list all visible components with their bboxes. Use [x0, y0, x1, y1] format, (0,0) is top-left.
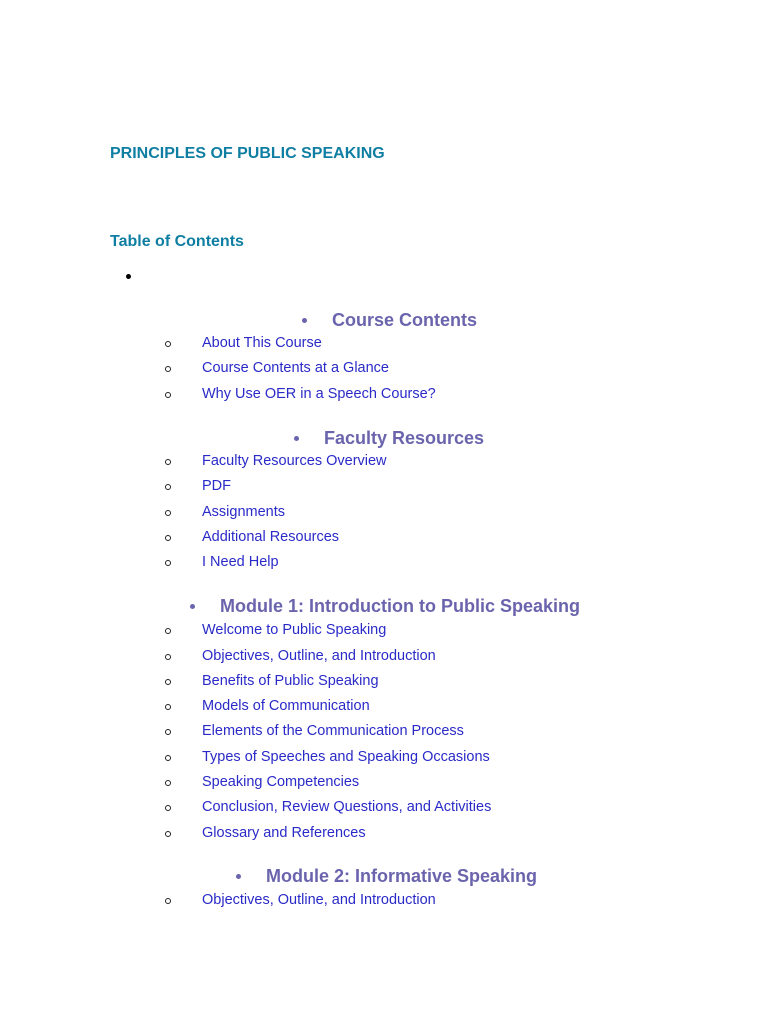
circle-bullet-icon	[165, 366, 171, 372]
list-item	[0, 748, 768, 768]
circle-bullet-icon	[165, 510, 171, 516]
bullet-icon	[302, 318, 307, 323]
toc-link[interactable]: Objectives, Outline, and Introduction	[202, 892, 436, 908]
toc-link[interactable]: Assignments	[202, 504, 286, 520]
list-item	[0, 697, 768, 717]
circle-bullet-icon	[165, 805, 171, 811]
circle-bullet-icon	[165, 679, 171, 685]
list-item	[0, 891, 768, 911]
toc-link[interactable]: Objectives, Outline, and Introduction	[202, 648, 436, 664]
toc-link[interactable]: Benefits of Public Speaking	[202, 673, 379, 689]
toc-section-course-contents	[0, 308, 768, 332]
bullet-icon	[236, 874, 241, 879]
toc-link[interactable]: Elements of the Communication Process	[202, 723, 464, 739]
toc-link[interactable]: I Need Help	[202, 554, 279, 570]
circle-bullet-icon	[165, 560, 171, 566]
toc-link[interactable]: Why Use OER in a Speech Course?	[202, 386, 436, 402]
circle-bullet-icon	[165, 459, 171, 465]
bullet-icon	[126, 274, 131, 279]
circle-bullet-icon	[165, 392, 171, 398]
list-item	[0, 385, 768, 405]
list-item	[0, 672, 768, 692]
circle-bullet-icon	[165, 704, 171, 710]
circle-bullet-icon	[165, 831, 171, 837]
list-item	[0, 773, 768, 793]
circle-bullet-icon	[165, 654, 171, 660]
toc-section-module-1	[0, 594, 768, 618]
list-item	[0, 528, 768, 548]
toc-link[interactable]: Speaking Competencies	[202, 774, 360, 790]
list-item	[0, 452, 768, 472]
bullet-icon	[294, 436, 299, 441]
circle-bullet-icon	[165, 755, 171, 761]
circle-bullet-icon	[165, 341, 171, 347]
toc-link[interactable]: Types of Speeches and Speaking Occasions	[202, 749, 490, 765]
section-title[interactable]: Module 1: Introduction to Public Speaking	[220, 596, 580, 616]
circle-bullet-icon	[165, 535, 171, 541]
toc-link[interactable]: Faculty Resources Overview	[202, 453, 387, 469]
circle-bullet-icon	[165, 628, 171, 634]
toc-link[interactable]: About This Course	[202, 335, 322, 351]
list-item	[0, 824, 768, 844]
list-item	[0, 647, 768, 667]
list-item	[0, 621, 768, 641]
section-title[interactable]: Module 2: Informative Speaking	[266, 866, 538, 886]
toc-link[interactable]: PDF	[202, 478, 231, 494]
toc-link[interactable]: Welcome to Public Speaking	[202, 622, 387, 638]
toc-section-module-2	[0, 864, 768, 888]
circle-bullet-icon	[165, 729, 171, 735]
list-item	[0, 553, 768, 573]
list-item	[0, 503, 768, 523]
circle-bullet-icon	[165, 484, 171, 490]
toc-link[interactable]: Course Contents at a Glance	[202, 360, 389, 376]
document-title: PRINCIPLES OF PUBLIC SPEAKING	[110, 145, 385, 162]
toc-link[interactable]: Glossary and References	[202, 825, 366, 841]
circle-bullet-icon	[165, 898, 171, 904]
toc-link[interactable]: Conclusion, Review Questions, and Activities	[202, 799, 492, 815]
list-item	[0, 359, 768, 379]
bullet-icon	[190, 604, 195, 609]
section-title[interactable]: Course Contents	[332, 310, 478, 330]
list-item	[0, 722, 768, 742]
circle-bullet-icon	[165, 780, 171, 786]
toc-link[interactable]: Models of Communication	[202, 698, 370, 714]
section-title[interactable]: Faculty Resources	[324, 428, 485, 448]
list-item	[0, 334, 768, 354]
list-item	[0, 798, 768, 818]
toc-link[interactable]: Additional Resources	[202, 529, 340, 545]
toc-section-faculty-resources	[0, 426, 768, 450]
list-item	[0, 477, 768, 497]
table-of-contents-heading: Table of Contents	[110, 233, 244, 250]
